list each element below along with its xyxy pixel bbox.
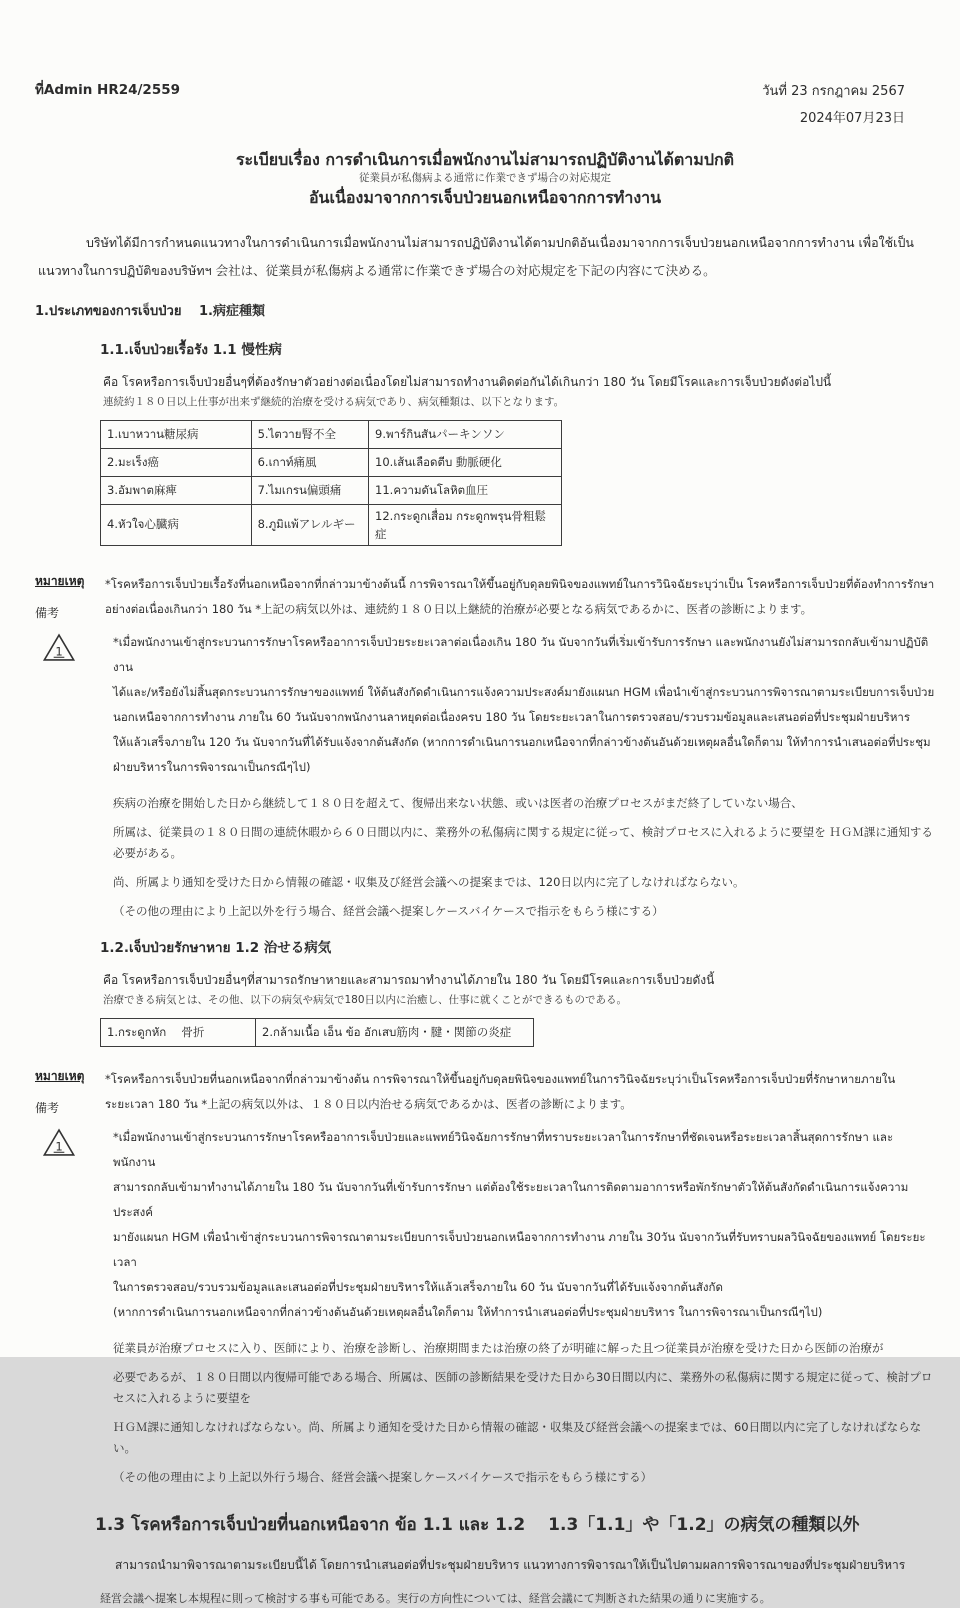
warning-line: สามารถกลับเข้ามาทำงานได้ภายใน 180 วัน นับจากวันที่เข้ารับการรักษา แต่ต้องใช้ระยะเวลาในการติดตามอาการหรือพักรักษาตัวให้ต้นสังกัดดำเนินการแจ้งความประสงค์ (113, 1180, 909, 1219)
warning-line: 尚、所属より通知を受けた日から情報の確認・収集及び経営会議への提案までは、120日以内に完了しなければならない。 (113, 875, 745, 889)
document-title-line2: อันเนื่องมาจากการเจ็บป่วยนอกเหนือจากการทำงาน (308, 188, 662, 207)
section-1-3-description-thai: สามารถนำมาพิจารณาตามระเบียบนี้ได้ โดยการนำเสนอต่อที่ประชุมฝ่ายบริหาร แนวทางการพิจารณาให้เป็นไปตามผลการพิจารณาของที่ประชุมฝ่ายบริหาร (115, 1558, 906, 1572)
section-1-3-description-japanese: 経営会議へ提案し本規程に則って検討する事も可能である。実行の方向性については、経営会議にて判断された結果の通りに実施する。 (100, 1592, 771, 1605)
date-thai: วันที่ 23 กรกฎาคม 2567 (762, 84, 905, 99)
table-cell: 6.เกาท์痛風 (251, 449, 368, 477)
table-cell: 9.พาร์กินสันパーキンソン (369, 421, 562, 449)
note-text (105, 572, 934, 622)
note-label (35, 1067, 105, 1117)
warning-block-2 (35, 1125, 935, 1496)
warning-gutter (35, 1125, 113, 1496)
note-line: *โรคหรือการเจ็บป่วยที่นอกเหนือจากที่กล่าวมาข้างต้น การพิจารณาให้ขึ้นอยู่กับดุลยพินิจของแพทย์ในการวินิจฉัยระบุว่าเป็นโรคหรือการเจ็บป่วยที่รักษาหายภายใน (105, 1072, 896, 1086)
table-cell: 7.ไมเกรน偏頭痛 (251, 477, 368, 505)
table-cell: 10.เส้นเลือดตีบ 動脈硬化 (369, 449, 562, 477)
warning-line: 所属は、従業員の１８０日間の連続休暇から６０日間以内に、業務外の私傷病に関する規定に従って、検討プロセスに入れるように要望を ＨＧＭ課に通知する必要がある。 (113, 825, 933, 860)
date-block (762, 78, 935, 132)
note-block-2 (35, 1067, 935, 1117)
warning-line: 必要であるが、１８０日間以内復帰可能である場合、所属は、医師の診断結果を受けた日から30日間以内に、業務外の私傷病に関する規定に従って、検討プロセスに入れるように要望を (113, 1370, 933, 1405)
note-line: อย่างต่อเนื่องเกินกว่า 180 วัน *上記の病気以外は、連続約１８０日以上継続的治療が必要となる病気であるかに、医者の診断によります。 (105, 602, 813, 616)
warning-line: ให้แล้วเสร็จภายใน 120 วัน นับจากวันที่ได้รับแจ้งจากต้นสังกัด (หากการดำเนินการนอกเหนือจากที่กล่าวข้างต้นอันด้วยเหตุผลอื่นใดก็ตาม ให้ทำการนำเสนอต่อที่ประชุม (113, 735, 931, 749)
note-text (105, 1067, 895, 1117)
table-cell: 5.ไตวาย腎不全 (251, 421, 368, 449)
curable-disease-table (100, 1018, 534, 1047)
document-header (35, 78, 935, 132)
description-japanese: 連続約１８０日以上仕事が出来ず継続的治療を受ける病気であり、病気種類は、以下となります。 (103, 396, 565, 408)
title-block (35, 148, 935, 209)
warning-line: นอกเหนือจากการทำงาน ภายใน 60 วันนับจากพนักงานลาหยุดต่อเนื่องครบ 180 วัน โดยระยะเวลาในการตรวจสอบ/รวบรวมข้อมูลและเสนอต่อที่ประชุมฝ่ายบริหาร (113, 710, 911, 724)
note-line: ระยะเวลา 180 วัน *上記の病気以外は、１８０日以内治せる病気であるかは、医者の診断によります。 (105, 1097, 632, 1111)
table-cell: 4.หัวใจ心臓病 (101, 505, 252, 546)
table-row (101, 477, 562, 505)
section-1-1-description (103, 372, 935, 412)
table-cell: 3.อัมพาต麻痺 (101, 477, 252, 505)
warning-line: มายังแผนก HGM เพื่อนำเข้าสู่กระบวนการพิจารณาตามระเบียบการเจ็บป่วยนอกเหนือจากการทำงาน ภายใน 30วัน นับจากวันที่รับทราบผลวินิจฉัยของแพทย์ โดยระยะเวลา (113, 1230, 926, 1269)
warning-block-1 (35, 630, 935, 930)
note-label-japanese: 備考 (35, 606, 60, 620)
table-row (101, 1019, 534, 1047)
section-1-3-heading: 1.3 โรคหรือการเจ็บป่วยที่นอกเหนือจาก ข้อ 1.1 และ 1.2 1.3「1.1」や「1.2」の病気の種類以外 (95, 1515, 860, 1535)
description-japanese: 治療できる病気とは、その他、以下の病気や病気で180日以内に治癒し、仕事に就くことができるものである。 (103, 994, 628, 1006)
note-label-japanese: 備考 (35, 1101, 60, 1115)
warning-triangle-1-icon (43, 633, 75, 662)
note-label-thai: หมายเหตุ (35, 1069, 85, 1083)
section-1-2-description (103, 970, 935, 1010)
table-row (101, 421, 562, 449)
warning-line: *เมื่อพนักงานเข้าสู่กระบวนการรักษาโรคหรืออาการเจ็บป่วยและแพทย์วินิจฉัยการรักษาที่ทราบระยะเวลาในการรักษาที่ชัดเจนหรือระยะเวลาสิ้นสุดการรักษา และพนักงาน (113, 1130, 894, 1169)
table-row (101, 449, 562, 477)
document-title-line1: ระเบียบเรื่อง การดำเนินการเมื่อพนักงานไม่สามารถปฏิบัติงานได้ตามปกติ (235, 150, 735, 169)
intro-paragraph: บริษัทได้มีการกำหนดแนวทางในการดำเนินการเมื่อพนักงานไม่สามารถปฏิบัติงานได้ตามปกติอันเนื่องมาจากการเจ็บป่วยนอกเหนือจากการทำงาน เพื่อใช้เป็นแนวทางในการปฏิบัติของบริษัทฯ 会社は、従業員が私傷病よる通常に作業できず場合の対応規定を下記の内容にて決める。 (38, 235, 914, 278)
warning-line: *เมื่อพนักงานเข้าสู่กระบวนการรักษาโรคหรืออาการเจ็บป่วยระยะเวลาต่อเนื่องเกิน 180 วัน นับจากวันที่เริ่มเข้ารับการรักษา และพนักงานยังไม่สามารถกลับเข้ามาปฏิบัติงาน (113, 635, 929, 674)
table-cell: 2.มะเร็ง癌 (101, 449, 252, 477)
table-cell: 2.กล้ามเนื้อ เอ็น ข้อ อักเสบ筋肉・腱・関節の炎症 (256, 1019, 534, 1047)
warning-line: （その他の理由により上記以外を行う場合、経営会議へ提案しケースバイケースで指示をもらう様にする） (113, 904, 664, 918)
reference-number: ที่Admin HR24/2559 (35, 82, 180, 98)
description-thai: คือ โรคหรือการเจ็บป่วยอื่นๆที่ต้องรักษาตัวอย่างต่อเนื่องโดยไม่สามารถทำงานติดต่อกันได้เกินกว่า 180 วัน โดยมีโรคและการเจ็บป่วยดังต่อไปนี้ (103, 375, 832, 389)
chronic-disease-table (100, 420, 562, 546)
table-cell: 11.ความดันโลหิต血圧 (369, 477, 562, 505)
section-1-2-heading: 1.2.เจ็บป่วยรักษาหาย 1.2 治せる病気 (100, 940, 332, 956)
warning-text (113, 1125, 935, 1496)
warning-line: ฝ่ายบริหารในการพิจารณาเป็นกรณีๆไป) (113, 760, 311, 774)
table-cell: 8.ภูมิแพ้アレルギー (251, 505, 368, 546)
warning-line: ได้และ/หรือยังไม่สิ้นสุดกระบวนการรักษาของแพทย์ ให้ต้นสังกัดดำเนินการแจ้งความประสงค์มายังแผนก HGM เพื่อนำเข้าสู่กระบวนการพิจารณาตามระเบียบการเจ็บป่วย (113, 685, 935, 699)
table-cell: 1.กระดูกหัก 骨折 (101, 1019, 256, 1047)
note-label (35, 572, 105, 622)
description-thai: คือ โรคหรือการเจ็บป่วยอื่นๆที่สามารถรักษาหายและสามารถมาทำงานได้ภายใน 180 วัน โดยมีโรคและการเจ็บป่วยดังนี้ (103, 973, 715, 987)
warning-text-japanese (113, 1338, 935, 1488)
note-label-thai: หมายเหตุ (35, 574, 85, 588)
warning-line: 従業員が治療プロセスに入り、医師により、治療を診断し、治療期間または治療の終了が明確に解った且つ従業員が治療を受けた日から医師の治療が (113, 1341, 884, 1355)
warning-line: ＨＧＭ課に通知しなければならない。尚、所属より通知を受けた日から情報の確認・収集及び経営会議への提案までは、60日間以内に完了しなければならない。 (113, 1420, 922, 1455)
warning-line: ในการตรวจสอบ/รวบรวมข้อมูลและเสนอต่อที่ประชุมฝ่ายบริหารให้แล้วเสร็จภายใน 60 วัน นับจากวันที่ได้รับแจ้งจากต้นสังกัด (113, 1280, 723, 1294)
section-1-heading: 1.ประเภทของการเจ็บป่วย 1.病症種類 (35, 304, 265, 319)
table-row (101, 505, 562, 546)
svg-text:1: 1 (55, 644, 63, 659)
table-cell: 1.เบาหวาน糖尿病 (101, 421, 252, 449)
table-cell: 12.กระดูกเสื่อม กระดูกพรุน骨粗鬆症 (369, 505, 562, 546)
svg-text:1: 1 (55, 1139, 63, 1154)
warning-line: 疾病の治療を開始した日から継続して１８０日を超えて、復帰出来ない状態、或いは医者の治療プロセスがまだ終了していない場合、 (113, 796, 803, 810)
warning-line: （その他の理由により上記以外行う場合、経営会議へ提案しケースバイケースで指示をもらう様にする） (113, 1470, 653, 1484)
note-block-1 (35, 572, 935, 622)
date-japanese: 2024年07月23日 (799, 111, 905, 126)
warning-gutter (35, 630, 113, 930)
warning-line: (หากการดำเนินการนอกเหนือจากที่กล่าวข้างต้นอันด้วยเหตุผลอื่นใดก็ตาม ให้ทำการนำเสนอต่อที่ประชุมฝ่ายบริหาร ในการพิจารณาเป็นกรณีๆไป) (113, 1305, 823, 1319)
warning-triangle-2-icon (43, 1128, 75, 1157)
note-line: *โรคหรือการเจ็บป่วยเรื้อรังที่นอกเหนือจากที่กล่าวมาข้างต้นนี้ การพิจารณาให้ขึ้นอยู่กับดุลยพินิจของแพทย์ในการวินิจฉัยระบุว่าเป็น โรคหรือการเจ็บป่วยที่ต้องทำการรักษา (105, 577, 935, 591)
warning-text-japanese (113, 793, 935, 922)
document-title-japanese: 従業員が私傷病よる通常に作業できず場合の対応規定 (359, 172, 611, 184)
section-1-1-heading: 1.1.เจ็บป่วยเรื้อรัง 1.1 慢性病 (100, 342, 282, 358)
warning-text (113, 630, 935, 930)
